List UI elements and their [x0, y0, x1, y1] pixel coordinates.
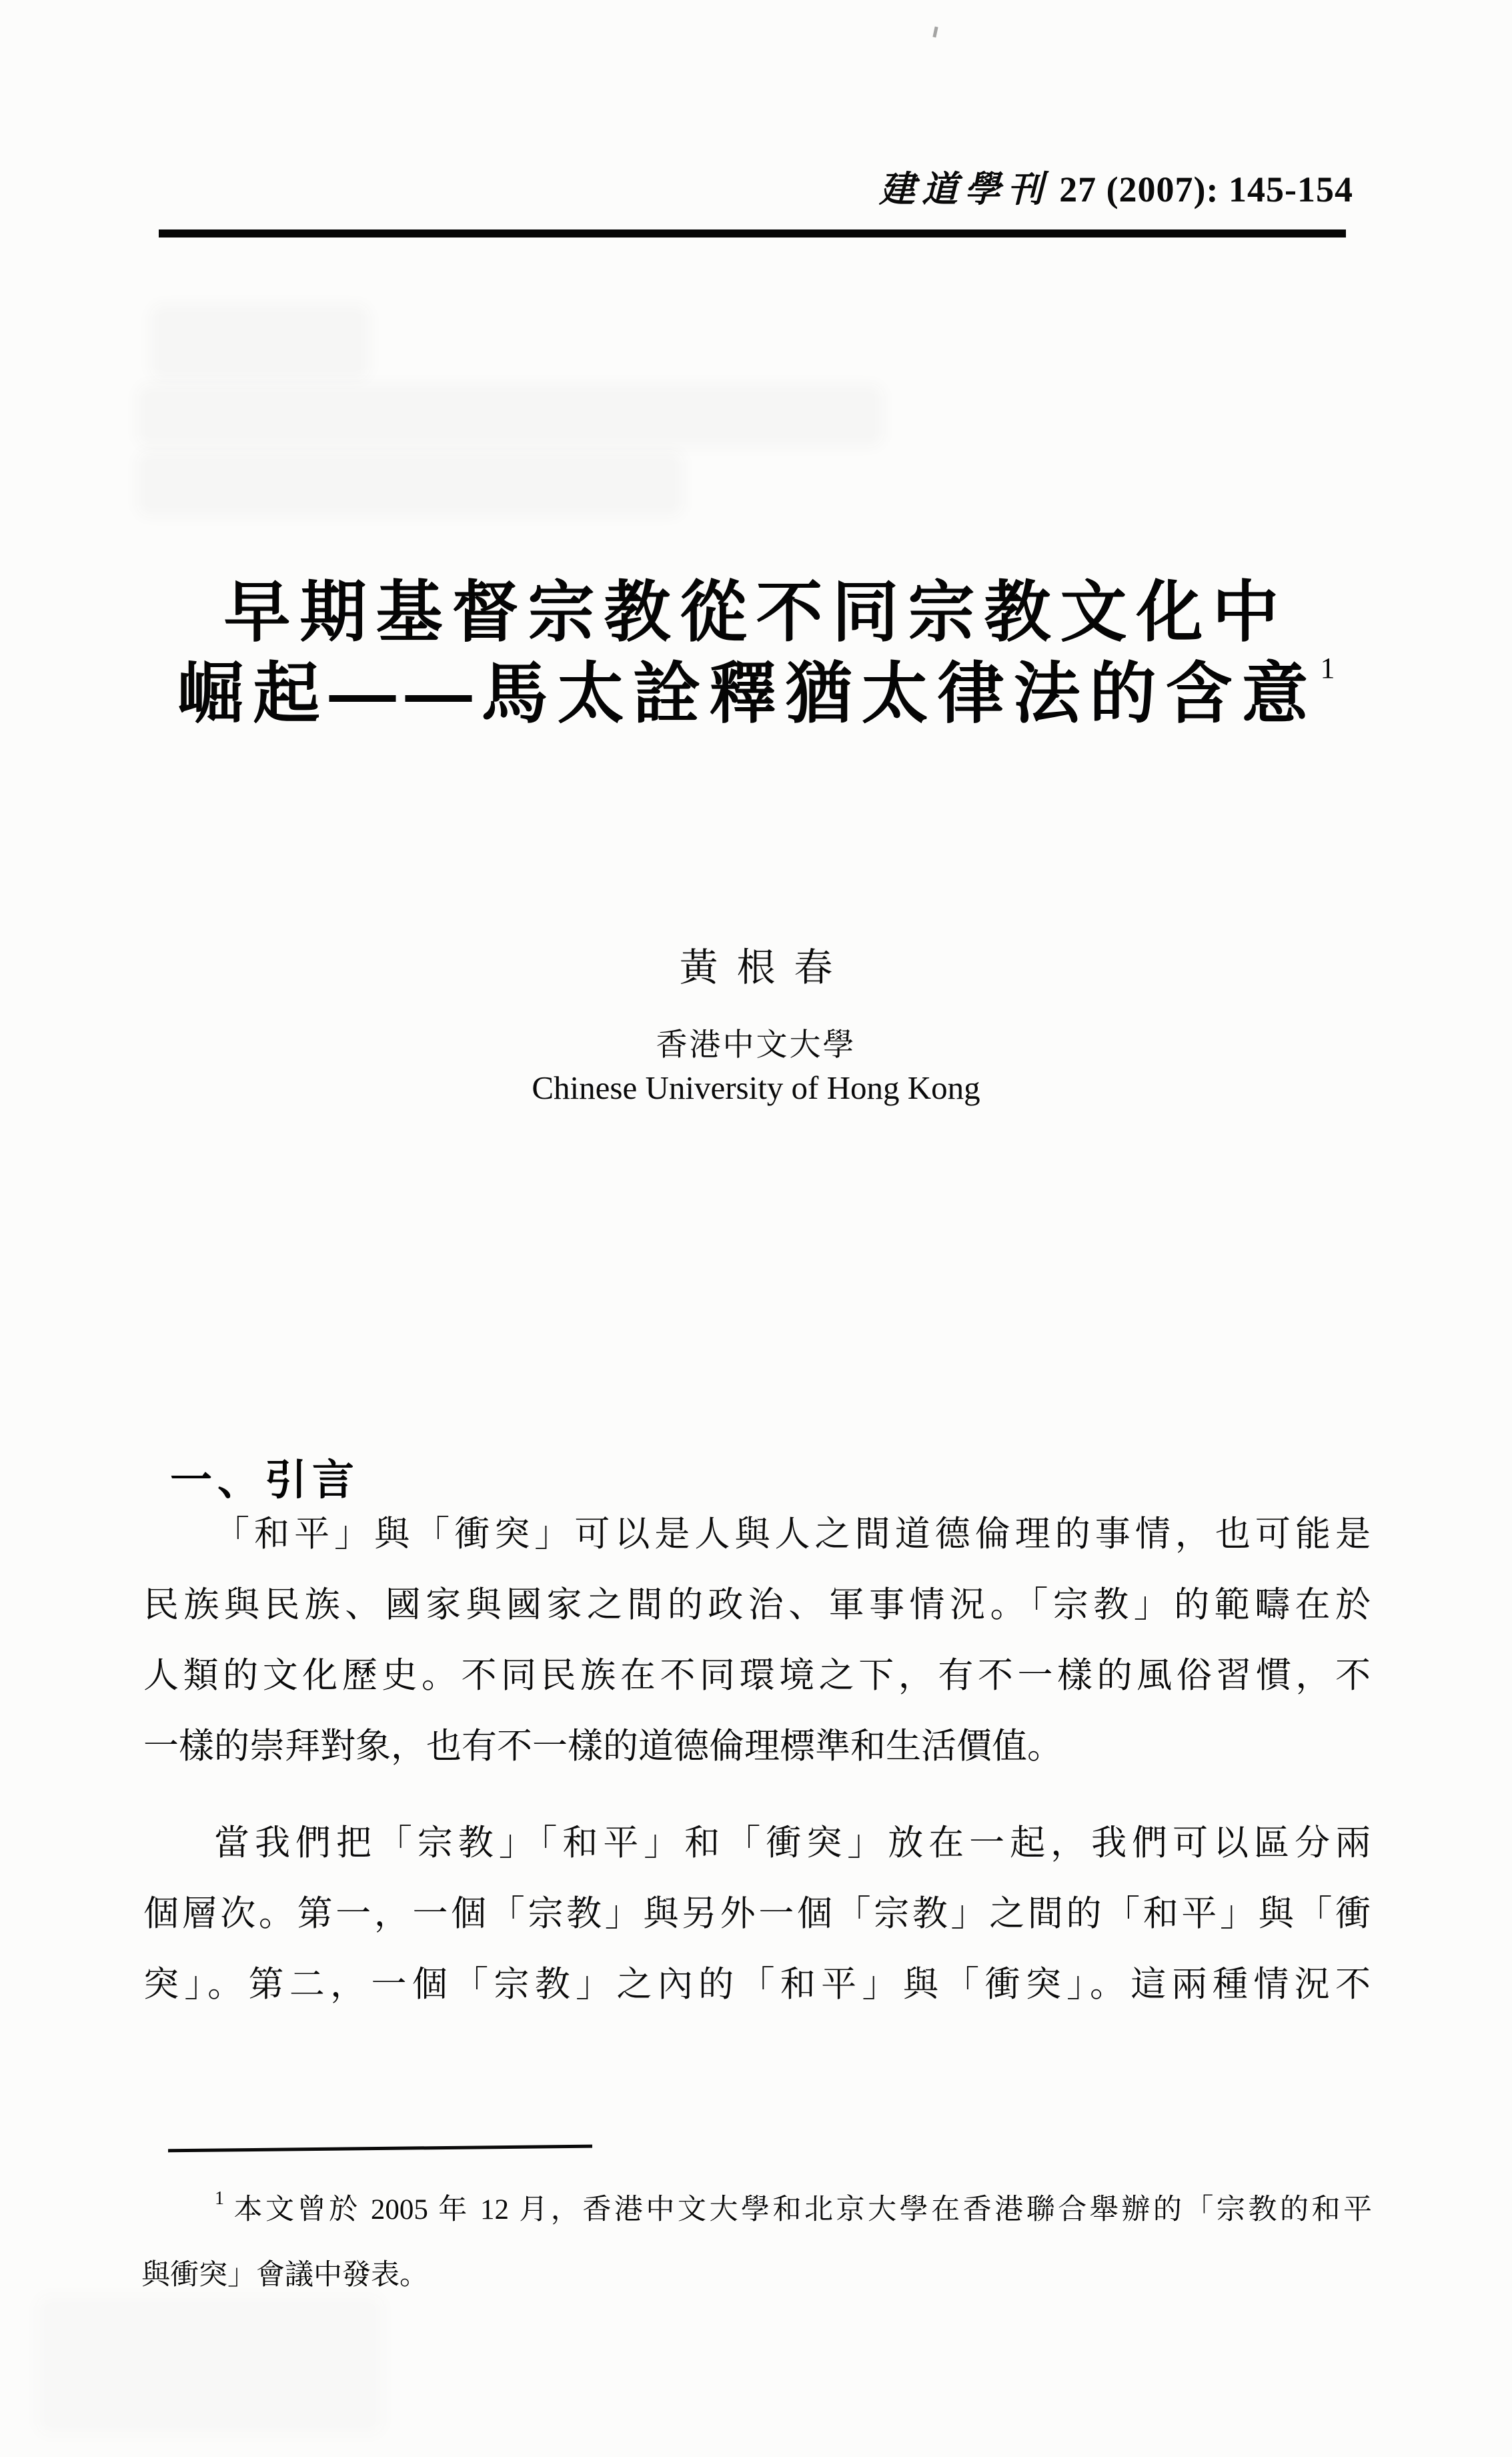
footnote-line	[141, 2177, 1372, 2243]
body-line: 個層次。第一，一個「宗教」與另外一個「宗教」之間的「和平」與「衝	[143, 1895, 1371, 1933]
body-line: 當我們把「宗教」「和平」和「衝突」放在一起，我們可以區分兩	[214, 1824, 1371, 1863]
article-title	[0, 572, 1512, 734]
footnote-text: 本文曾於 2005 年 12 月，香港中文大學和北京大學在香港聯合舉辦的「宗教的和平	[231, 2194, 1372, 2226]
journal-volume-pages: 27 (2007): 145-154	[1059, 169, 1353, 209]
affiliation-chinese: 香港中文大學	[656, 1028, 856, 1063]
footnote	[141, 2177, 1372, 2308]
author-name: 黃根春	[679, 946, 852, 989]
body-line: 民族與民族、國家與國家之間的政治、軍事情況。「宗教」的範疇在於	[143, 1586, 1371, 1624]
body-line: 人類的文化歷史。不同民族在不同環境之下，有不一樣的風俗習慣，不	[143, 1656, 1371, 1695]
scan-ghost-artifact	[37, 2295, 384, 2435]
article-title-line-1: 早期基督宗教從不同宗教文化中	[223, 575, 1289, 650]
footnote-line: 與衝突」會議中發表。	[141, 2260, 428, 2291]
article-title-line-2-text: 崛起——馬太詮釋猶太律法的含意	[177, 656, 1318, 731]
scan-ghost-artifact	[137, 450, 684, 517]
footnote-separator-rule	[168, 2145, 592, 2153]
journal-citation	[879, 168, 1353, 211]
scan-ghost-artifact	[137, 384, 884, 447]
footnote-ref-number: 1	[215, 2188, 224, 2209]
body-line: 突」。第二，一個「宗教」之內的「和平」與「衝突」。這兩種情況不	[143, 1965, 1371, 2004]
scan-dust-speck	[932, 27, 938, 38]
title-footnote-ref: 1	[1320, 652, 1335, 684]
scan-ghost-artifact	[150, 304, 370, 380]
affiliation-english: Chinese University of Hong Kong	[532, 1069, 980, 1106]
body-paragraph-2	[143, 1808, 1371, 2020]
body-line: 「和平」與「衝突」可以是人與人之間道德倫理的事情，也可能是	[214, 1515, 1371, 1554]
body-line: 一樣的崇拜對象，也有不一樣的道德倫理標準和生活價值。	[143, 1727, 1062, 1766]
body-paragraph-1	[143, 1499, 1371, 1782]
article-title-line-2	[0, 653, 1512, 734]
journal-title: 建道學刊	[879, 169, 1050, 209]
header-rule	[159, 229, 1346, 237]
section-heading-introduction: 一、引言	[170, 1457, 359, 1504]
